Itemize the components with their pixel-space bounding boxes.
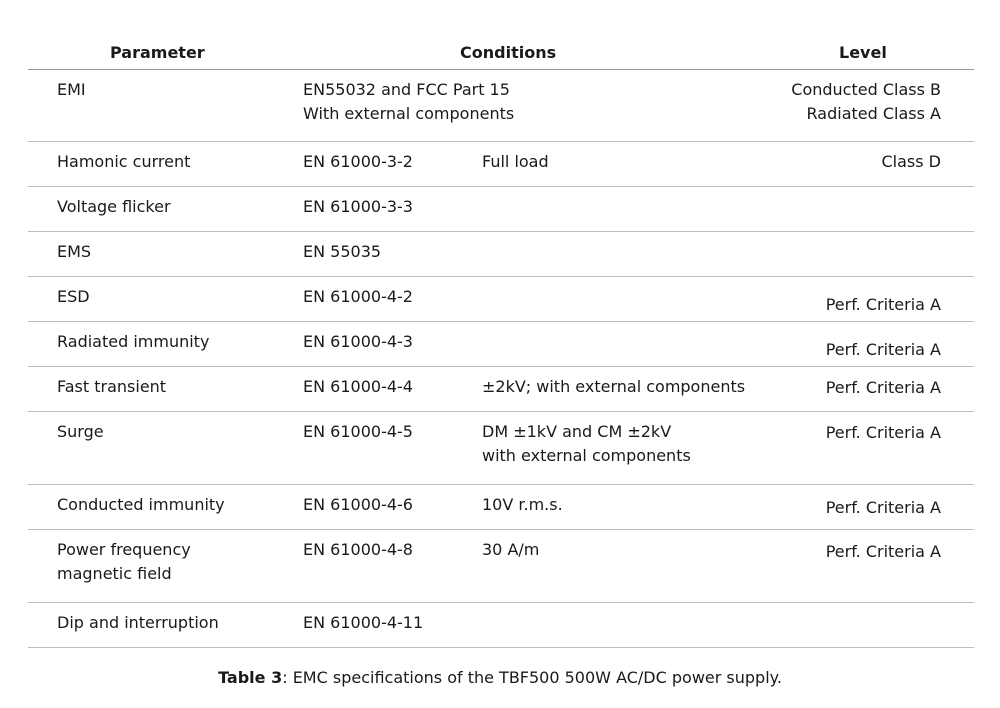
table-row-surge bbox=[28, 412, 974, 485]
table-header bbox=[28, 40, 974, 70]
table-row-esd bbox=[28, 277, 974, 322]
cell-condition: 10V r.m.s. bbox=[482, 495, 563, 514]
cell-condition: DM ±1kV and CM ±2kV with external components bbox=[482, 422, 691, 465]
cell-standard: EN 61000-4-2 bbox=[303, 287, 413, 306]
cell-level: Conducted Class B Radiated Class A bbox=[791, 80, 941, 123]
header-conditions: Conditions bbox=[460, 43, 557, 62]
cell-standard: EN 61000-4-8 bbox=[303, 540, 413, 559]
table-row-fast-transient bbox=[28, 367, 974, 412]
table-row-dip-interruption bbox=[28, 603, 974, 648]
cell-standard: EN 61000-4-5 bbox=[303, 422, 413, 441]
cell-level: Perf. Criteria A bbox=[825, 423, 941, 442]
cell-parameter: EMS bbox=[57, 242, 92, 261]
cell-standard: EN 61000-3-2 bbox=[303, 152, 413, 171]
cell-parameter: Dip and interruption bbox=[57, 613, 219, 632]
cell-standard: EN 61000-4-6 bbox=[303, 495, 413, 514]
table-row-voltage-flicker bbox=[28, 187, 974, 232]
caption-label: Table 3 bbox=[218, 668, 283, 687]
header-parameter: Parameter bbox=[110, 43, 205, 62]
table-caption bbox=[0, 666, 1000, 690]
header-level: Level bbox=[839, 43, 887, 62]
cell-standard: EN 61000-4-11 bbox=[303, 613, 424, 632]
cell-condition: 30 A/m bbox=[482, 540, 540, 559]
cell-parameter: Surge bbox=[57, 422, 104, 441]
cell-level: Perf. Criteria A bbox=[825, 340, 941, 359]
table-row-conducted-immunity bbox=[28, 485, 974, 530]
table-row-power-frequency bbox=[28, 530, 974, 603]
cell-parameter: Conducted immunity bbox=[57, 495, 225, 514]
cell-level: Class D bbox=[881, 152, 941, 171]
cell-level: Perf. Criteria A bbox=[825, 378, 941, 397]
cell-standard: EN55032 and FCC Part 15 With external components bbox=[303, 80, 515, 123]
cell-standard: EN 61000-3-3 bbox=[303, 197, 413, 216]
cell-parameter: EMI bbox=[57, 80, 86, 99]
cell-level: Perf. Criteria A bbox=[825, 542, 941, 561]
cell-standard: EN 61000-4-4 bbox=[303, 377, 413, 396]
cell-parameter: Power frequency magnetic field bbox=[57, 540, 191, 583]
cell-parameter: Hamonic current bbox=[57, 152, 191, 171]
cell-standard: EN 55035 bbox=[303, 242, 382, 261]
table-row-emi bbox=[28, 70, 974, 142]
cell-condition: ±2kV; with external components bbox=[482, 377, 746, 396]
cell-parameter: ESD bbox=[57, 287, 90, 306]
caption-text: : EMC specifications of the TBF500 500W AC/DC power supply. bbox=[282, 668, 782, 687]
cell-level: Perf. Criteria A bbox=[825, 295, 941, 314]
cell-parameter: Radiated immunity bbox=[57, 332, 210, 351]
cell-standard: EN 61000-4-3 bbox=[303, 332, 413, 351]
emc-spec-table bbox=[28, 40, 974, 648]
table-row-ems bbox=[28, 232, 974, 277]
table-row-harmonic-current bbox=[28, 142, 974, 187]
table-row-radiated-immunity bbox=[28, 322, 974, 367]
cell-level: Perf. Criteria A bbox=[825, 498, 941, 517]
cell-parameter: Fast transient bbox=[57, 377, 167, 396]
cell-condition: Full load bbox=[482, 152, 549, 171]
cell-parameter: Voltage flicker bbox=[57, 197, 171, 216]
